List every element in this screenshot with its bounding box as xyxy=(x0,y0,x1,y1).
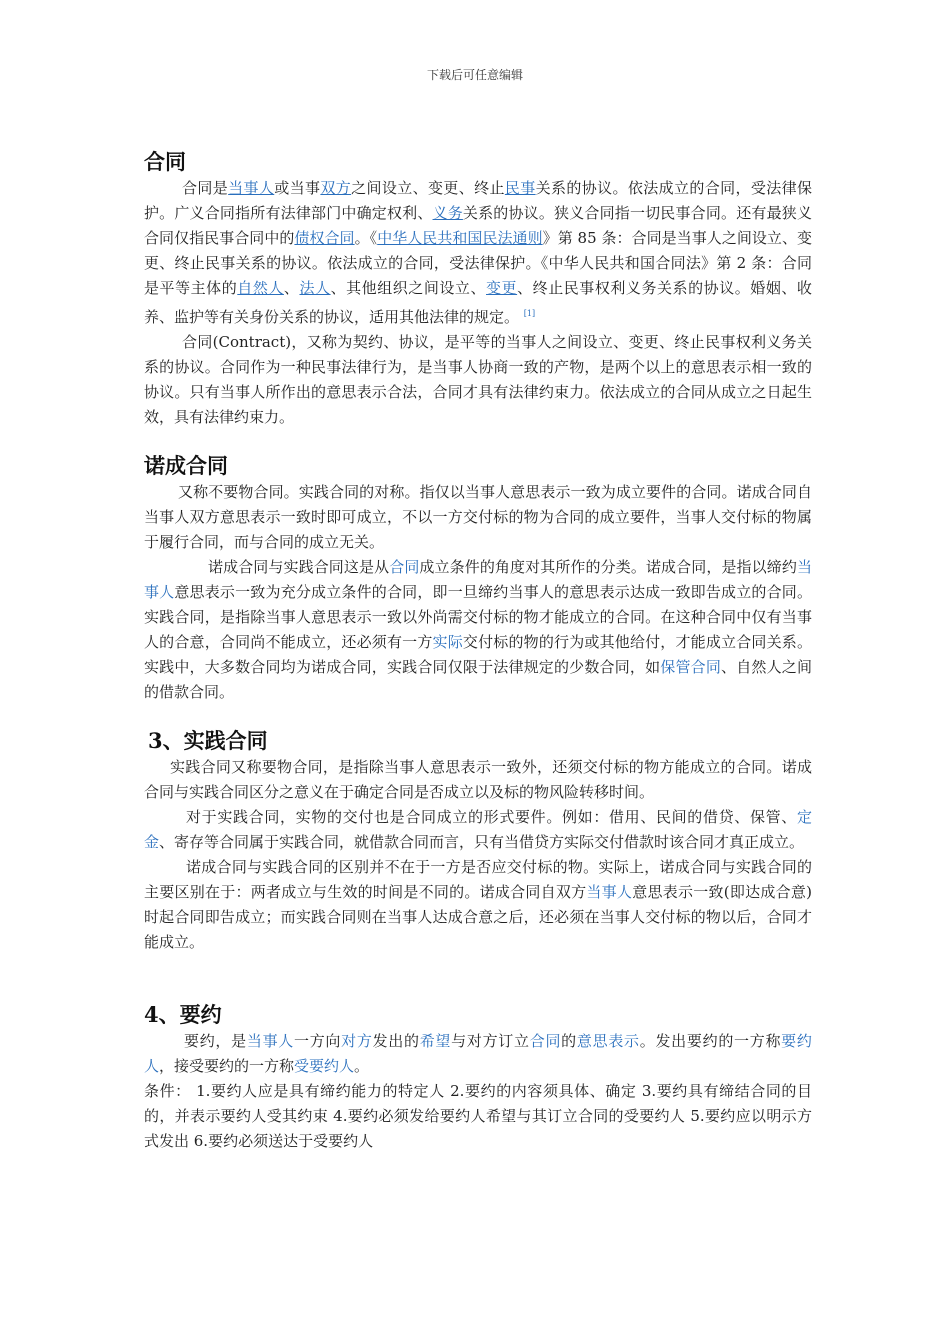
paragraph: 要约，是当事人一方向对方发出的希望与对方订立合同的意思表示。发出要约的一方称要约人，接受要约的一方称受要约人。 xyxy=(144,1032,812,1075)
link-hetong[interactable]: 合同 xyxy=(529,1032,562,1050)
section-title-yaoyue: 4、要约 xyxy=(144,1002,222,1027)
citation-link[interactable]: [1] xyxy=(523,309,536,318)
link-dingjin[interactable]: 定金 xyxy=(144,808,812,851)
section-title-nuocheng: 诺成合同 xyxy=(144,453,228,478)
link-zhaiquan-hetong[interactable]: 债权合同 xyxy=(294,229,355,247)
paragraph: 合同(Contract)，又称为契约、协议，是平等的当事人之间设立、变更、终止民事权利义务关系的协议。合同作为一种民事法律行为，是当事人协商一致的产物，是两个以上的意思表示相一致的协议。只有当事人所作出的意思表示合法，合同才具有法律约束力。依法成立的合同从成立之日起生效，具有法律约束力。 xyxy=(144,333,812,426)
document-body xyxy=(144,148,812,1154)
link-ziranren[interactable]: 自然人 xyxy=(237,279,284,297)
section-title-hetong: 合同 xyxy=(144,149,186,174)
link-dangshiren[interactable]: 当事人 xyxy=(144,558,812,601)
link-shuangfang[interactable]: 双方 xyxy=(320,179,352,197)
link-yisi-biaoshi[interactable]: 意思表示 xyxy=(576,1032,640,1050)
link-yiwu[interactable]: 义务 xyxy=(432,204,463,222)
paragraph: 合同是当事人或当事双方之间设立、变更、终止民事关系的协议。依法成立的合同，受法律保护。广义合同指所有法律部门中确定权利、义务关系的协议。狭义合同指一切民事合同。还有最狭义合同仅指民事合同中的债权合同。《中华人民共和国民法通则》第 85 条：合同是当事人之间设立、变更、终止民事关系的协议。依法成立的合同，受法律保护。《中华人民共和国合同法》第 2 条：合同是平等主体的自然人、法人、其他组织之间设立、变更、终止民事权利义务关系的协议。婚姻、收养、监护等有关身份关系的协议，适用其他法律的规定。 [1] xyxy=(144,179,812,326)
section-title-shijian: 3、实践合同 xyxy=(148,728,268,753)
link-minshi[interactable]: 民事 xyxy=(504,179,536,197)
paragraph: 对于实践合同，实物的交付也是合同成立的形式要件。例如：借用、民间的借贷、保管、定金、寄存等合同属于实践合同，就借款合同而言，只有当借贷方实际交付借款时该合同才真正成立。 xyxy=(144,808,812,851)
link-yaoyueren[interactable]: 要约人 xyxy=(144,1032,812,1075)
paragraph: 诺成合同与实践合同这是从合同成立条件的角度对其所作的分类。诺成合同，是指以缔约当事人意思表示一致为充分成立条件的合同，即一旦缔约当事人的意思表示达成一致即告成立的合同。实践合同，是指除当事人意思表示一致以外尚需交付标的物才能成立的合同。在这种合同中仅有当事人的合意，合同尚不能成立，还必须有一方实际交付标的物的行为或其他给付，才能成立合同关系。实践中，大多数合同均为诺成合同，实践合同仅限于法律规定的少数合同，如保管合同、自然人之间的借款合同。 xyxy=(144,558,812,701)
paragraph: 实践合同又称要物合同，是指除当事人意思表示一致外，还须交付标的物方能成立的合同。诺成合同与实践合同区分之意义在于确定合同是否成立以及标的物风险转移时间。 xyxy=(144,758,812,801)
link-duifang[interactable]: 对方 xyxy=(341,1032,373,1050)
paragraph: 又称不要物合同。实践合同的对称。指仅以当事人意思表示一致为成立要件的合同。诺成合同自当事人双方意思表示一致时即可成立，不以一方交付标的物为合同的成立要件，当事人交付标的物属于履行合同，而与合同的成立无关。 xyxy=(144,483,812,551)
link-minfa-tongze[interactable]: 中华人民共和国民法通则 xyxy=(377,229,543,247)
link-shiji[interactable]: 实际 xyxy=(432,633,463,651)
link-biangeng[interactable]: 变更 xyxy=(486,279,518,297)
page-header: 下载后可任意编辑 xyxy=(426,68,523,82)
link-hetong[interactable]: 合同 xyxy=(389,558,420,576)
paragraph: 诺成合同与实践合同的区别并不在于一方是否应交付标的物。实际上，诺成合同与实践合同的主要区别在于：两者成立与生效的时间是不同的。诺成合同自双方当事人意思表示一致(即达成合意)时起合同即告成立；而实践合同则在当事人达成合意之后，还必须在当事人交付标的物以后，合同才能成立。 xyxy=(144,858,812,951)
link-dangshiren[interactable]: 当事人 xyxy=(246,1032,294,1050)
link-faren[interactable]: 法人 xyxy=(299,279,331,297)
link-shouyaoyueren[interactable]: 受要约人 xyxy=(294,1057,355,1075)
paragraph-conditions: 条件： 1.要约人应是具有缔约能力的特定人 2.要约的内容须具体、确定 3.要约具有缔结合同的目的，并表示要约人受其约束 4.要约必须发给要约人希望与其订立合同的受要约人 5.要约应以明示方式发出 6.要约必须送达于受要约人 xyxy=(144,1082,812,1150)
link-dangshiren[interactable]: 当事人 xyxy=(228,179,275,197)
link-xiwang[interactable]: 希望 xyxy=(419,1032,452,1050)
link-dangshiren[interactable]: 当事人 xyxy=(586,883,633,901)
link-baoguan-hetong[interactable]: 保管合同 xyxy=(660,658,722,676)
